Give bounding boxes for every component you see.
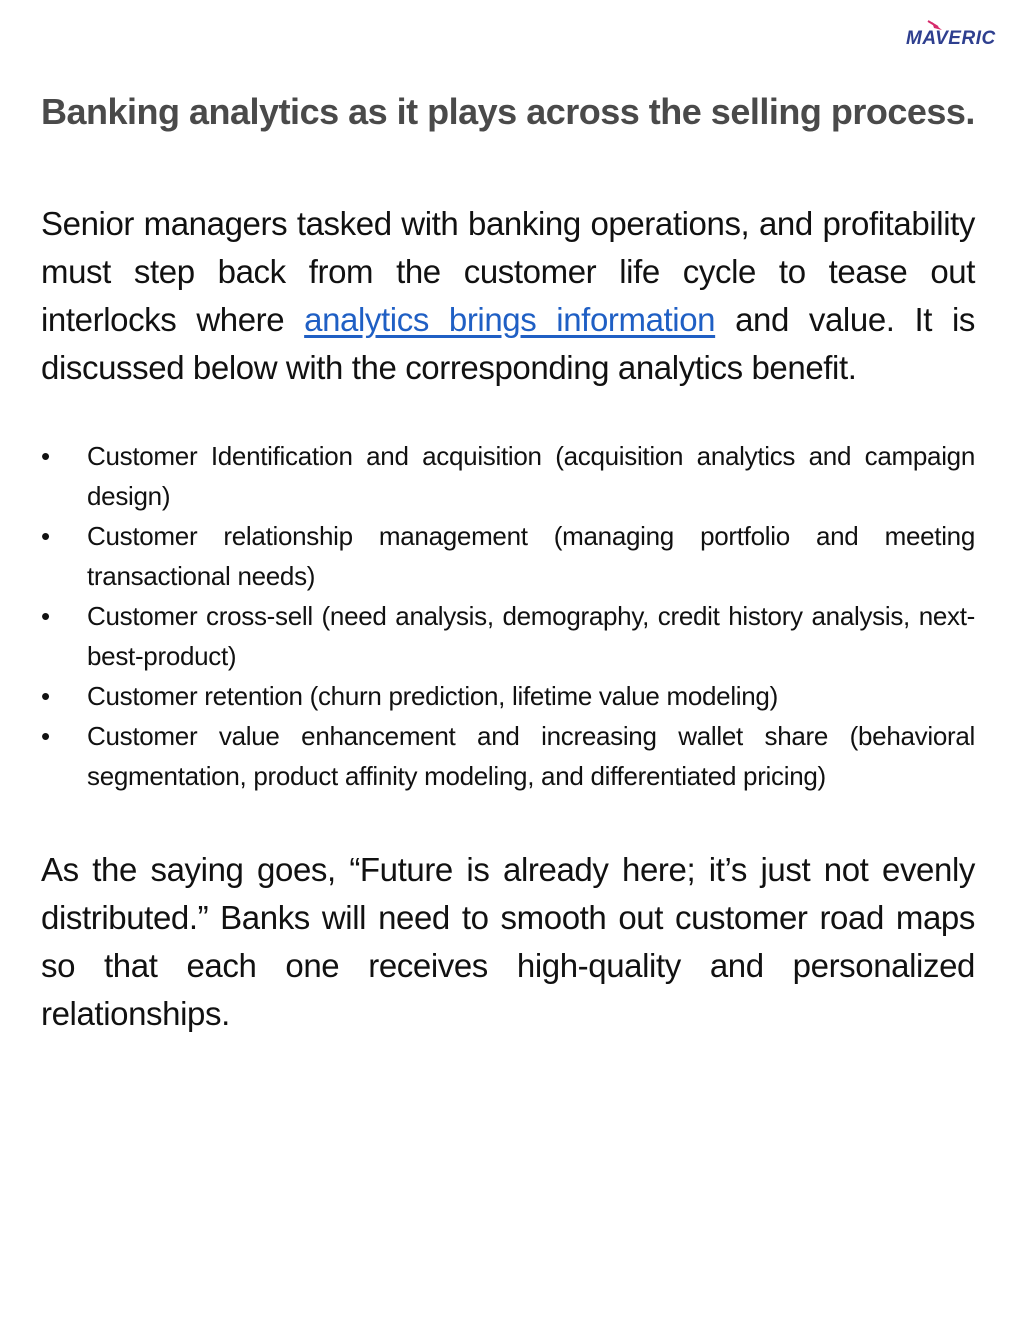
maveric-logo-graphic xyxy=(904,18,1014,48)
benefits-list xyxy=(41,436,975,796)
bullet-icon: • xyxy=(41,521,50,551)
bullet-icon: • xyxy=(41,681,50,711)
article xyxy=(41,84,975,1038)
list-item xyxy=(41,716,975,796)
list-item-text: Customer retention (churn prediction, lifetime value modeling) xyxy=(87,681,778,711)
bullet-icon: • xyxy=(41,721,50,751)
intro-text-before-link: Senior managers tasked with banking operations, and profitability must step back from the customer life cycle to tease out interlocks where xyxy=(41,205,975,338)
list-item xyxy=(41,596,975,676)
maveric-logo xyxy=(904,18,1014,48)
list-item-text: Customer cross-sell (need analysis, demography, credit history analysis, next-best-product) xyxy=(87,601,975,671)
bullet-icon: • xyxy=(41,441,50,471)
list-item xyxy=(41,436,975,516)
analytics-brings-information-link[interactable]: analytics brings information xyxy=(304,301,716,338)
page-title: Banking analytics as it plays across the selling process. xyxy=(41,91,975,132)
logo-text: MAVERIC xyxy=(906,28,996,48)
list-item xyxy=(41,516,975,596)
intro-paragraph xyxy=(41,200,975,392)
bullet-icon: • xyxy=(41,601,50,631)
list-item-text: Customer value enhancement and increasing wallet share (behavioral segmentation, product affinity modeling, and differentiated pricing) xyxy=(87,721,975,791)
list-item-text: Customer relationship management (managing portfolio and meeting transactional needs) xyxy=(87,521,975,591)
closing-paragraph: As the saying goes, “Future is already here; it’s just not evenly distributed.” Banks will need to smooth out customer road maps so that each one receives high-quality and personalized relationships. xyxy=(41,851,975,1032)
intro-text-after-link: and value. It is discussed below with the corresponding analytics benefit. xyxy=(41,301,975,386)
list-item-text: Customer Identification and acquisition (acquisition analytics and campaign design) xyxy=(87,441,975,511)
list-item xyxy=(41,676,975,716)
